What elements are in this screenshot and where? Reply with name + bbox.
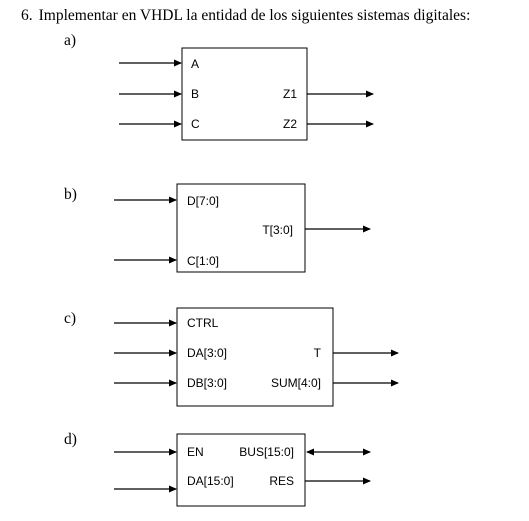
exercise-number: 6. [21, 7, 33, 24]
port-sum: SUM[4:0] [270, 376, 321, 390]
port-d: D[7:0] [187, 194, 220, 208]
port-ctrl: CTRL [187, 316, 219, 330]
port-db: DB[3:0] [187, 376, 228, 390]
part-b-label: b) [64, 186, 77, 203]
port-t: T [313, 346, 321, 360]
part-a-label: a) [64, 32, 77, 49]
port-da: DA[3:0] [187, 346, 228, 360]
port-z1: Z1 [282, 87, 297, 101]
port-b: B [191, 87, 200, 101]
port-en: EN [187, 445, 204, 459]
system-b [114, 184, 370, 272]
system-c [114, 308, 398, 406]
port-da16: DA[15:0] [187, 474, 234, 488]
system-d [114, 434, 370, 506]
system-a [119, 48, 373, 140]
port-z2: Z2 [282, 117, 297, 131]
port-a: A [191, 57, 200, 71]
port-c-bus: C[1:0] [187, 254, 220, 268]
port-c: C [191, 117, 200, 131]
exercise-text: Implementar en VHDL la entidad de los siguientes sistemas digitales: [38, 7, 471, 24]
part-d-label: d) [64, 431, 77, 448]
port-res: RES [269, 474, 294, 488]
port-t-bus: T[3:0] [262, 223, 293, 237]
port-bus: BUS[15:0] [239, 445, 294, 459]
part-c-label: c) [64, 310, 77, 327]
